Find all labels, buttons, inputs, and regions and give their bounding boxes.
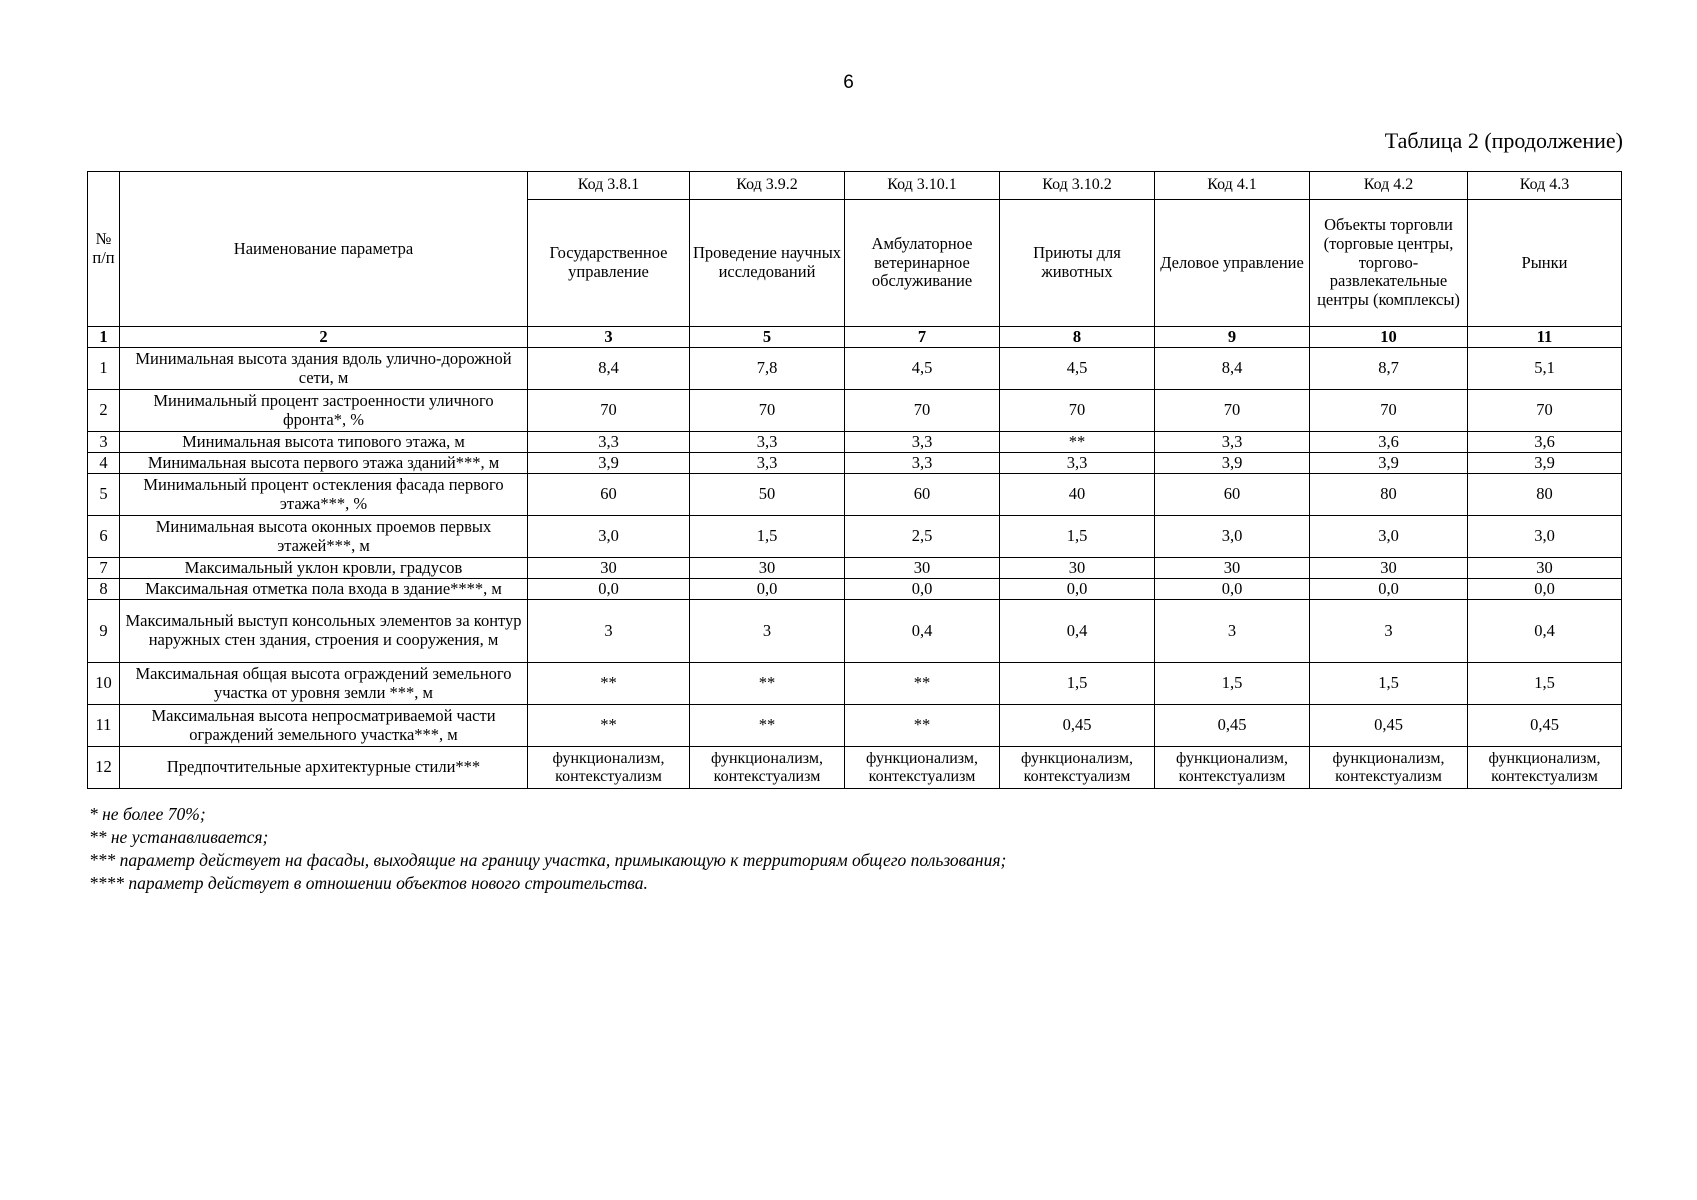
value-cell: функционализм, контекстуализм — [1310, 747, 1468, 789]
value-cell: 3,3 — [528, 432, 690, 453]
value-cell: 3 — [1155, 600, 1310, 663]
row-number: 2 — [88, 390, 120, 432]
value-cell: ** — [690, 705, 845, 747]
row-number: 4 — [88, 453, 120, 474]
value-cell: 0,45 — [1155, 705, 1310, 747]
value-cell: функционализм, контекстуализм — [690, 747, 845, 789]
value-cell: 4,5 — [845, 348, 1000, 390]
value-cell: 8,4 — [528, 348, 690, 390]
column-header-category: Проведение научных исследований — [690, 200, 845, 327]
parameter-name: Минимальная высота первого этажа зданий***, м — [120, 453, 528, 474]
page-number: 6 — [843, 72, 854, 93]
value-cell: 1,5 — [1310, 663, 1468, 705]
table-row — [88, 390, 1622, 432]
column-index-row — [88, 327, 1622, 348]
header-codes-row — [88, 172, 1622, 200]
parameter-name: Минимальная высота здания вдоль улично-дорожной сети, м — [120, 348, 528, 390]
value-cell: 5,1 — [1468, 348, 1622, 390]
value-cell: 70 — [690, 390, 845, 432]
value-cell: 3 — [528, 600, 690, 663]
column-index: 7 — [845, 327, 1000, 348]
parameter-name: Минимальный процент остекления фасада первого этажа***, % — [120, 474, 528, 516]
column-header-code: Код 3.8.1 — [528, 172, 690, 200]
value-cell: 30 — [1155, 558, 1310, 579]
value-cell: 80 — [1468, 474, 1622, 516]
value-cell: 30 — [690, 558, 845, 579]
value-cell: 30 — [528, 558, 690, 579]
value-cell: 1,5 — [1468, 663, 1622, 705]
value-cell: 3,0 — [528, 516, 690, 558]
row-number: 9 — [88, 600, 120, 663]
parameter-name: Максимальный выступ консольных элементов за контур наружных стен здания, строения и сооружения, м — [120, 600, 528, 663]
value-cell: 0,0 — [690, 579, 845, 600]
table-row — [88, 579, 1622, 600]
column-index: 8 — [1000, 327, 1155, 348]
table-row — [88, 348, 1622, 390]
footnote: * не более 70%; — [89, 804, 206, 824]
value-cell: 3,3 — [1000, 453, 1155, 474]
table-caption: Таблица 2 (продолжение) — [1384, 128, 1623, 153]
column-header-category: Рынки — [1468, 200, 1622, 327]
value-cell: 30 — [1000, 558, 1155, 579]
value-cell: 3,3 — [845, 432, 1000, 453]
column-header-code: Код 4.1 — [1155, 172, 1310, 200]
column-header-category: Объекты торговли (торговые центры, торгово-развлекательные центры (комплексы) — [1310, 200, 1468, 327]
row-number: 5 — [88, 474, 120, 516]
column-header-code: Код 4.2 — [1310, 172, 1468, 200]
row-number: 10 — [88, 663, 120, 705]
value-cell: 0,0 — [1155, 579, 1310, 600]
parameter-name: Предпочтительные архитектурные стили*** — [120, 747, 528, 789]
value-cell: 3,6 — [1310, 432, 1468, 453]
table-row — [88, 432, 1622, 453]
value-cell: 70 — [1310, 390, 1468, 432]
value-cell: 0,45 — [1468, 705, 1622, 747]
value-cell: 0,0 — [528, 579, 690, 600]
value-cell: 70 — [845, 390, 1000, 432]
value-cell: 3,3 — [690, 453, 845, 474]
value-cell: ** — [1000, 432, 1155, 453]
table-row — [88, 705, 1622, 747]
column-header-code: Код 4.3 — [1468, 172, 1622, 200]
value-cell: ** — [690, 663, 845, 705]
column-index: 10 — [1310, 327, 1468, 348]
row-number: 11 — [88, 705, 120, 747]
value-cell: функционализм, контекстуализм — [528, 747, 690, 789]
value-cell: 3,9 — [1468, 453, 1622, 474]
value-cell: 60 — [528, 474, 690, 516]
value-cell: функционализм, контекстуализм — [845, 747, 1000, 789]
value-cell: 3,6 — [1468, 432, 1622, 453]
row-number: 1 — [88, 348, 120, 390]
value-cell: 60 — [845, 474, 1000, 516]
parameter-name: Максимальная высота непросматриваемой части ограждений земельного участка***, м — [120, 705, 528, 747]
column-header-code: Код 3.9.2 — [690, 172, 845, 200]
footnotes — [89, 803, 1006, 895]
row-number: 3 — [88, 432, 120, 453]
value-cell: 3,0 — [1155, 516, 1310, 558]
column-header-category: Государственное управление — [528, 200, 690, 327]
value-cell: 0,0 — [845, 579, 1000, 600]
table-row — [88, 663, 1622, 705]
value-cell: ** — [528, 663, 690, 705]
column-header-category: Приюты для животных — [1000, 200, 1155, 327]
row-number: 7 — [88, 558, 120, 579]
value-cell: 3,9 — [1310, 453, 1468, 474]
value-cell: 0,0 — [1468, 579, 1622, 600]
value-cell: 30 — [1468, 558, 1622, 579]
table-row — [88, 474, 1622, 516]
column-index: 3 — [528, 327, 690, 348]
value-cell: 0,4 — [1468, 600, 1622, 663]
table-body — [88, 348, 1622, 789]
value-cell: 4,5 — [1000, 348, 1155, 390]
footnote: **** параметр действует в отношении объектов нового строительства. — [89, 873, 648, 893]
value-cell: 8,7 — [1310, 348, 1468, 390]
column-index: 5 — [690, 327, 845, 348]
value-cell: 0,0 — [1310, 579, 1468, 600]
value-cell: функционализм, контекстуализм — [1000, 747, 1155, 789]
column-index: 2 — [120, 327, 528, 348]
value-cell: ** — [845, 705, 1000, 747]
column-header-category: Деловое управление — [1155, 200, 1310, 327]
row-number: 12 — [88, 747, 120, 789]
value-cell: 50 — [690, 474, 845, 516]
value-cell: 40 — [1000, 474, 1155, 516]
parameter-name: Минимальный процент застроенности уличного фронта*, % — [120, 390, 528, 432]
parameter-name: Максимальная отметка пола входа в здание****, м — [120, 579, 528, 600]
parameter-name: Максимальный уклон кровли, градусов — [120, 558, 528, 579]
value-cell: 30 — [1310, 558, 1468, 579]
column-index: 9 — [1155, 327, 1310, 348]
value-cell: 8,4 — [1155, 348, 1310, 390]
value-cell: 70 — [1000, 390, 1155, 432]
value-cell: 1,5 — [690, 516, 845, 558]
value-cell: 80 — [1310, 474, 1468, 516]
value-cell: 0,45 — [1000, 705, 1155, 747]
column-header-number: № п/п — [88, 172, 120, 327]
value-cell: ** — [528, 705, 690, 747]
value-cell: 70 — [528, 390, 690, 432]
column-header-category: Амбулаторное ветеринарное обслуживание — [845, 200, 1000, 327]
value-cell: 3 — [690, 600, 845, 663]
value-cell: 2,5 — [845, 516, 1000, 558]
parameter-name: Минимальная высота типового этажа, м — [120, 432, 528, 453]
row-number: 6 — [88, 516, 120, 558]
value-cell: 70 — [1468, 390, 1622, 432]
column-index: 11 — [1468, 327, 1622, 348]
value-cell: 0,45 — [1310, 705, 1468, 747]
footnote: *** параметр действует на фасады, выходящие на границу участка, примыкающую к территориям общего пользования; — [89, 850, 1007, 870]
parameter-name: Максимальная общая высота ограждений земельного участка от уровня земли ***, м — [120, 663, 528, 705]
value-cell: ** — [845, 663, 1000, 705]
value-cell: 1,5 — [1155, 663, 1310, 705]
value-cell: 3,3 — [845, 453, 1000, 474]
table-row — [88, 600, 1622, 663]
value-cell: 0,4 — [845, 600, 1000, 663]
value-cell: 3,9 — [528, 453, 690, 474]
value-cell: 1,5 — [1000, 516, 1155, 558]
value-cell: 30 — [845, 558, 1000, 579]
value-cell: функционализм, контекстуализм — [1468, 747, 1622, 789]
parameter-name: Минимальная высота оконных проемов первых этажей***, м — [120, 516, 528, 558]
value-cell: 0,0 — [1000, 579, 1155, 600]
column-header-code: Код 3.10.2 — [1000, 172, 1155, 200]
row-number: 8 — [88, 579, 120, 600]
value-cell: 3,3 — [1155, 432, 1310, 453]
value-cell: 7,8 — [690, 348, 845, 390]
table-row — [88, 747, 1622, 789]
column-index: 1 — [88, 327, 120, 348]
value-cell: 3,9 — [1155, 453, 1310, 474]
value-cell: 3,3 — [690, 432, 845, 453]
table-row — [88, 516, 1622, 558]
column-header-parameter: Наименование параметра — [120, 172, 528, 327]
value-cell: 0,4 — [1000, 600, 1155, 663]
column-header-code: Код 3.10.1 — [845, 172, 1000, 200]
value-cell: 1,5 — [1000, 663, 1155, 705]
value-cell: 3,0 — [1468, 516, 1622, 558]
table-row — [88, 558, 1622, 579]
value-cell: 3,0 — [1310, 516, 1468, 558]
footnote: ** не устанавливается; — [89, 827, 269, 847]
value-cell: 70 — [1155, 390, 1310, 432]
value-cell: 3 — [1310, 600, 1468, 663]
value-cell: функционализм, контекстуализм — [1155, 747, 1310, 789]
parameters-table — [87, 171, 1622, 789]
value-cell: 60 — [1155, 474, 1310, 516]
table-row — [88, 453, 1622, 474]
